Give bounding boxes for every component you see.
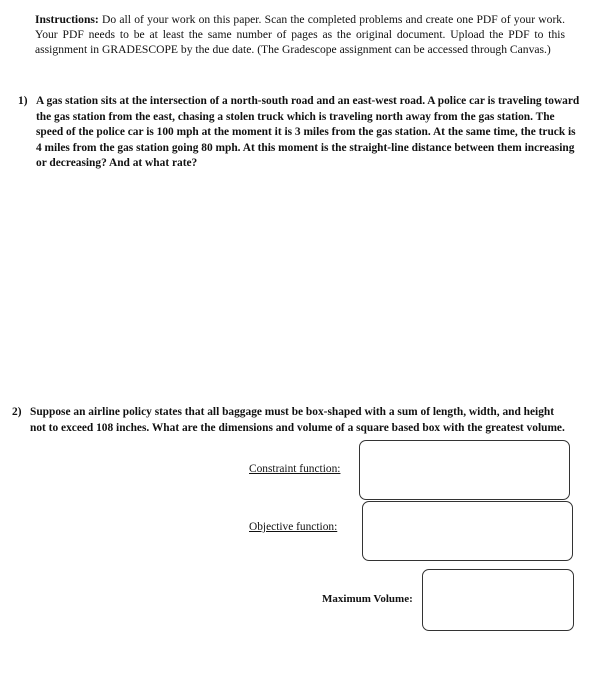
objective-function-answer-box[interactable]: [362, 501, 573, 561]
problem-2-number: 2): [12, 406, 22, 418]
instructions: [35, 12, 565, 57]
constraint-function-label: Constraint function:: [249, 463, 341, 475]
problem-2-text: Suppose an airline policy states that all baggage must be box-shaped with a sum of length, width, and height not to exceed 108 inches. What are the dimensions and volume of a square based box with the greatest volume.: [30, 406, 565, 434]
maximum-volume-answer-box[interactable]: [422, 569, 574, 631]
problem-1: [18, 94, 584, 172]
problem-1-text: A gas station sits at the intersection of a north-south road and an east-west road. A police car is traveling toward the gas station from the east, chasing a stolen truck which is traveling north away from the gas station. The speed of the police car is 100 mph at the moment it is 3 miles from the gas station. At the same time, the truck is 4 miles from the gas station going 80 mph. At this moment is the straight-line distance between them increasing or decreasing? And at what rate?: [36, 95, 580, 169]
objective-function-label: Objective function:: [249, 521, 338, 533]
instructions-body: Do all of your work on this paper. Scan the completed problems and create one PDF of your work. Your PDF needs to be at least the same number of pages as the original document. Upload the PDF to this assignment in GRADESCOPE by the due date. (The Gradescope assignment can be accessed through Canvas.): [35, 13, 566, 56]
maximum-volume-label: Maximum Volume:: [322, 593, 413, 605]
problem-2: [12, 405, 570, 436]
instructions-lead: Instructions:: [35, 13, 99, 26]
constraint-function-answer-box[interactable]: [359, 440, 570, 500]
problem-1-number: 1): [18, 95, 28, 107]
